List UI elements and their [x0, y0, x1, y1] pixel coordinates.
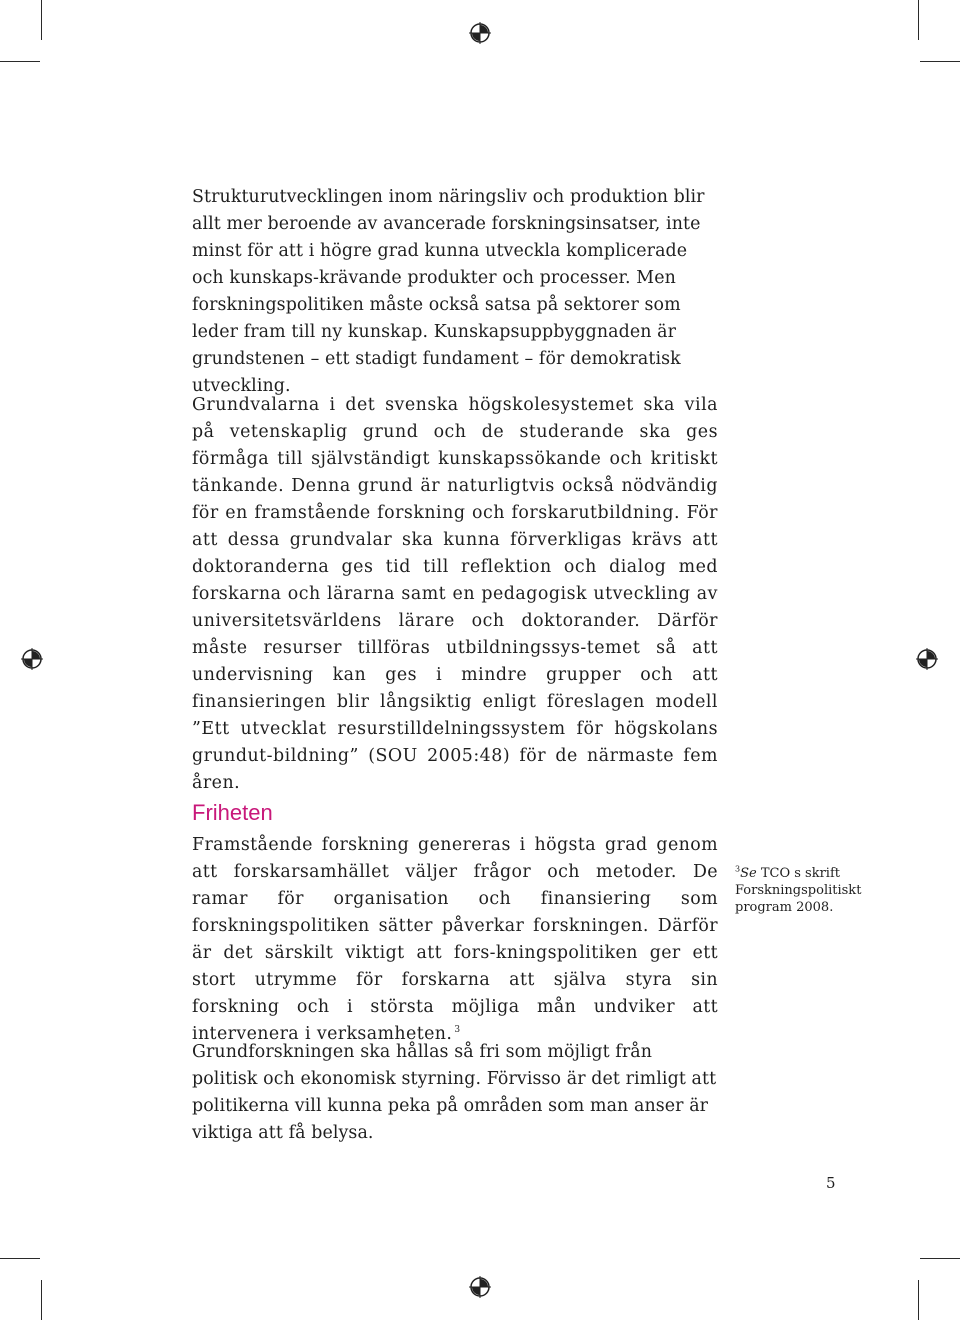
body-paragraph: Strukturutvecklingen inom näringsliv och produktion blir allt mer beroende av avancerade forskningsinsatser, inte minst för att i högre grad kunna utveckla komplicerade och kunskaps-krävande produkter och processer. Men forskningspolitiken måste också satsa på sektorer som leder fram till ny kunskap. Kunskapsuppbyggnaden är grundstenen – ett stadigt fundament – för demokratisk utveckling.	[192, 187, 705, 396]
footnote-number: 3	[735, 864, 741, 874]
crop-mark	[920, 1258, 960, 1259]
section-heading: Friheten	[192, 800, 273, 825]
crop-mark	[920, 61, 960, 62]
crop-mark	[918, 1280, 919, 1320]
crop-mark	[0, 1258, 40, 1259]
registration-mark-icon	[469, 22, 491, 44]
footnote-text: TCO s skrift Forskningspolitiskt program 2008.	[735, 866, 862, 915]
footnote	[735, 865, 875, 916]
section-paragraph: Grundforskningen ska hållas så fri som möjligt från politisk och ekonomisk styrning. Förvisso är det rimligt att politikerna vill kunna peka på områden som man anser är viktiga att få belysa.	[192, 1042, 717, 1143]
registration-mark-icon	[916, 648, 938, 670]
registration-mark-icon	[469, 1276, 491, 1298]
footnote-reference: 3	[454, 1025, 461, 1036]
section-paragraph	[192, 832, 718, 1048]
registration-mark-icon	[21, 648, 43, 670]
body-paragraph: Grundvalarna i det svenska högskolesystemet ska vila på vetenskaplig grund och de studerande ska ges förmåga till självständigt kunskapssökande och kritiskt tänkande. Denna grund är naturligtvis också nödvändig för en framstående forskning och forskarutbildning. För att dessa grundvalar ska kunna förverkligas krävs att doktoranderna ges tid till reflektion och dialog med forskarna och lärarna samt en pedagogisk utveckling av universitetsvärldens lärare och doktorander. Därför måste resurser tillföras utbildningssys-temet så att undervisning kan ges i mindre grupper och att finansieringen blir långsiktig enligt föreslagen modell ”Ett utvecklat resurstilldelningssystem för högskolans grundut-bildning” (SOU 2005:48) för de närmaste fem åren.	[192, 395, 718, 793]
crop-mark	[0, 61, 40, 62]
section-paragraph-text: Framstående forskning genereras i högsta grad genom att forskarsamhället väljer frågor och metoder. De ramar för organisation och finansiering som forskningspolitiken sätter påverkar forskningen. Därför är det särskilt viktigt att fors-kningspolitiken ger ett stort utrymme för forskarna att själva styra sin forskning och i största möjliga mån undviker att intervenera i verksamheten.	[192, 835, 718, 1044]
crop-mark	[918, 0, 919, 40]
crop-mark	[41, 0, 42, 40]
footnote-italic: Se	[740, 866, 757, 881]
page-number: 5	[826, 1174, 836, 1192]
crop-mark	[41, 1280, 42, 1320]
